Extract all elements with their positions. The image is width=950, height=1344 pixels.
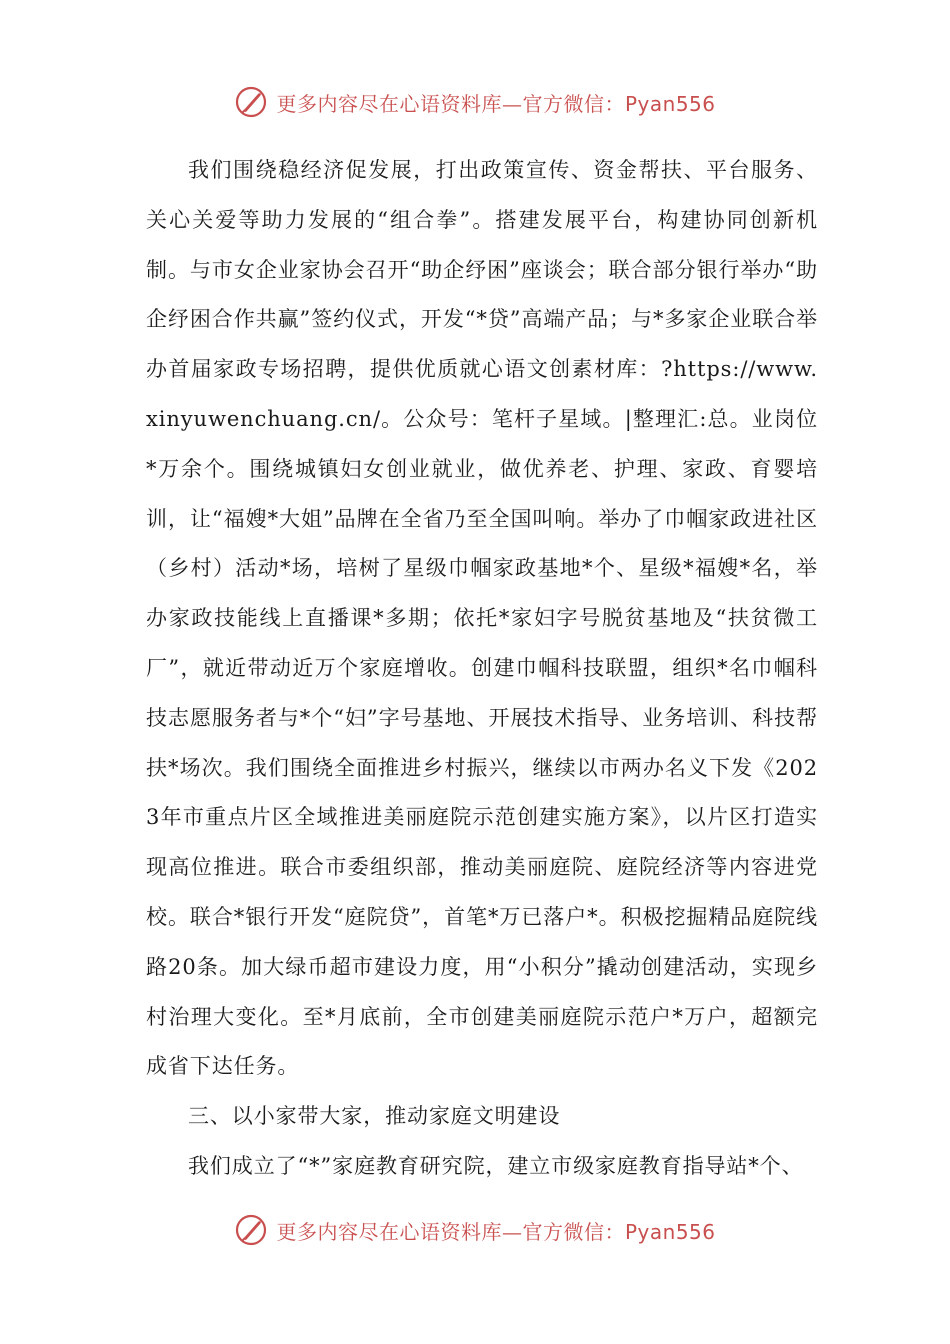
banner-text bbox=[276, 1216, 715, 1245]
document-body bbox=[146, 146, 818, 1192]
section-heading: 三、以小家带大家，推动家庭文明建设 bbox=[188, 1104, 561, 1129]
banner-slogan: 更多内容尽在心语资料库—官方微信： bbox=[276, 91, 625, 116]
banner-slogan: 更多内容尽在心语资料库—官方微信： bbox=[276, 1219, 625, 1244]
banner-wechat-id: Pyan556 bbox=[624, 1219, 716, 1244]
header-banner bbox=[0, 80, 950, 124]
quill-pen-logo-icon bbox=[234, 1213, 268, 1247]
body-paragraph: 我们围绕稳经济促发展，打出政策宣传、资金帮扶、平台服务、关心关爱等助力发展的“组合拳”。搭建发展平台，构建协同创新机制。与市女企业家协会召开“助企纾困”座谈会；联合部分银行举办“助企纾困合作共赢”签约仪式，开发“*贷”高端产品；与*多家企业联合举办首届家政专场招聘，提供优质就心语文创素材库：?https://www.xinyuwenchuang.cn/。公众号：笔杆子星域。|整理汇:总。业岗位*万余个。围绕城镇妇女创业就业，做优养老、护理、家政、育婴培训，让“福嫂*大姐”品牌在全省乃至全国叫响。举办了巾帼家政进社区（乡村）活动*场，培树了星级巾帼家政基地*个、星级*福嫂*名，举办家政技能线上直播课*多期；依托*家妇字号脱贫基地及“扶贫微工厂”，就近带动近万个家庭增收。创建巾帼科技联盟，组织*名巾帼科技志愿服务者与*个“妇”字号基地、开展技术指导、业务培训、科技帮扶*场次。我们围绕全面推进乡村振兴，继续以市两办名义下发《2023年市重点片区全域推进美丽庭院示范创建实施方案》，以片区打造实现高位推进。联合市委组织部，推动美丽庭院、庭院经济等内容进党校。联合*银行开发“庭院贷”，首笔*万已落户*。积极挖掘精品庭院线路20条。加大绿币超市建设力度，用“小积分”撬动创建活动，实现乡村治理大变化。至*月底前，全市创建美丽庭院示范户*万户，超额完成省下达任务。 bbox=[146, 158, 818, 1079]
quill-pen-logo-icon bbox=[234, 85, 268, 119]
footer-banner bbox=[0, 1208, 950, 1252]
banner-text bbox=[276, 88, 715, 117]
body-paragraph: 我们成立了“*”家庭教育研究院，建立市级家庭教育指导站*个、 bbox=[188, 1153, 804, 1178]
banner-wechat-id: Pyan556 bbox=[624, 91, 716, 116]
